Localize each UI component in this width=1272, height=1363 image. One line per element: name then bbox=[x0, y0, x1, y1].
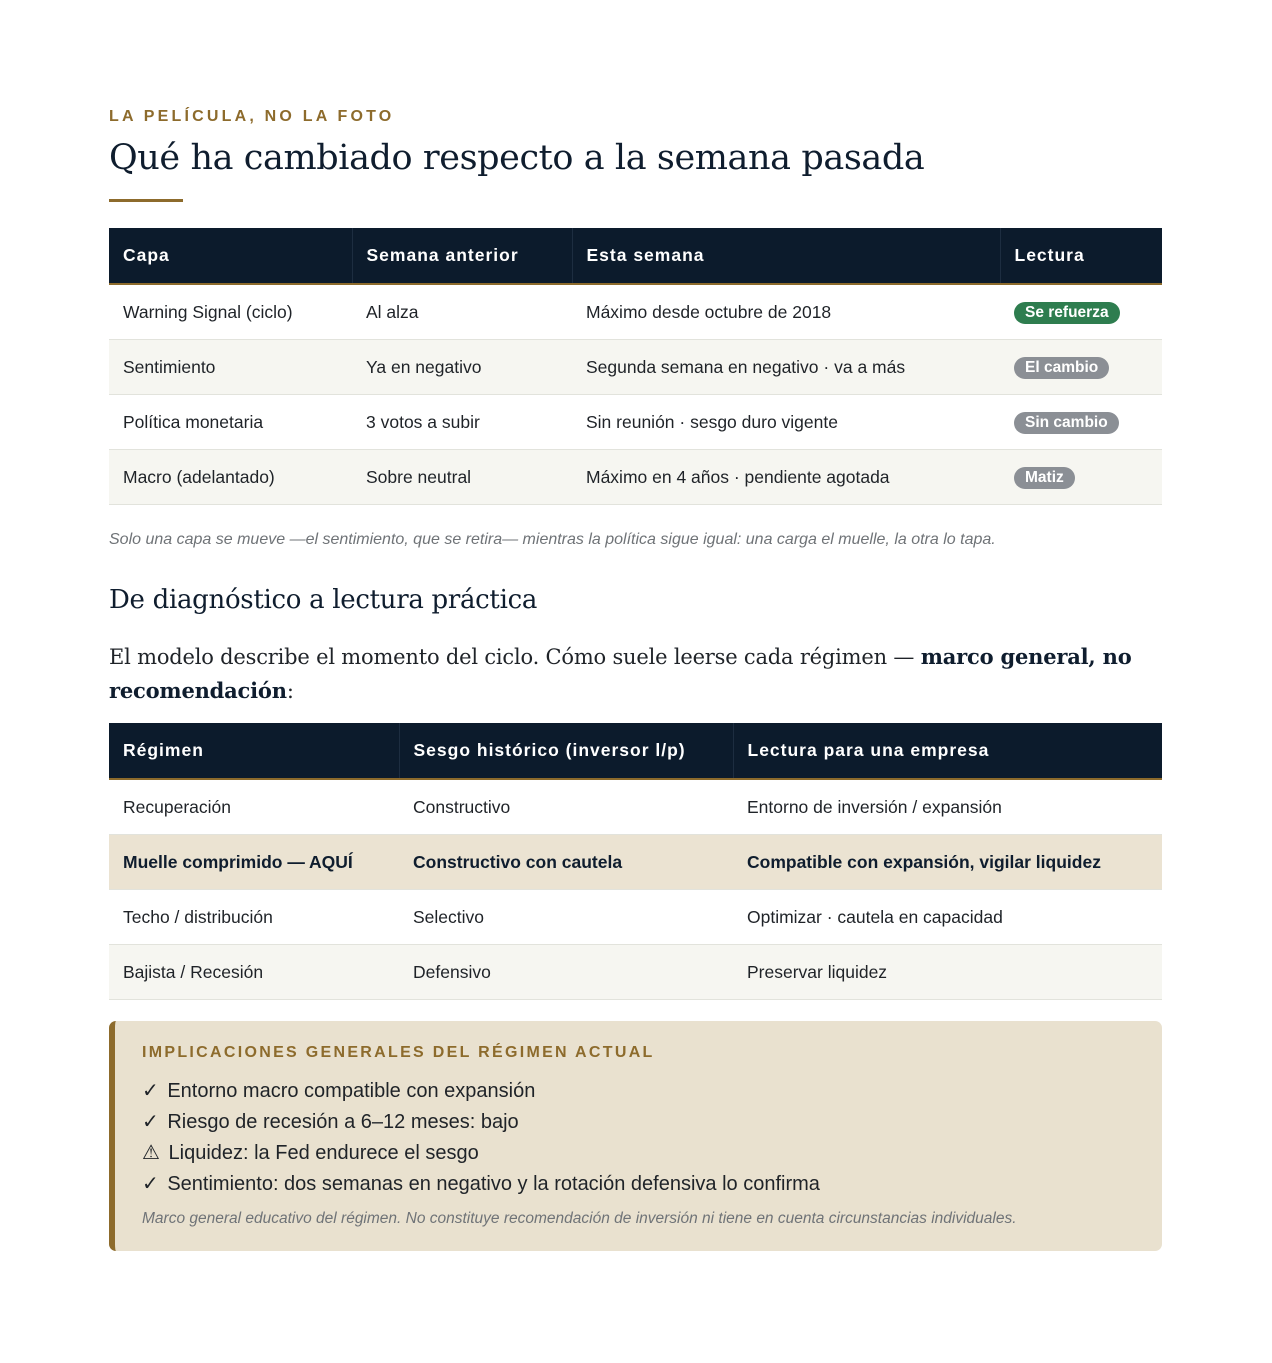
implications-list bbox=[142, 1076, 1162, 1200]
cell-bias: Defensivo bbox=[399, 945, 733, 1000]
cell-current: Máximo desde octubre de 2018 bbox=[572, 284, 1000, 340]
table-row bbox=[109, 890, 1162, 945]
list-item-text: Riesgo de recesión a 6–12 meses: bajo bbox=[167, 1111, 519, 1133]
cell-previous: 3 votos a subir bbox=[352, 395, 572, 450]
table-row bbox=[109, 395, 1162, 450]
cell-regime: Bajista / Recesión bbox=[109, 945, 399, 1000]
cell-reading bbox=[1000, 284, 1162, 340]
table-footnote: Solo una capa se mueve —el sentimiento, que se retira— mientras la política sigue igual: una carga el muelle, la otra lo tapa. bbox=[109, 531, 996, 548]
warning-icon: ⚠ bbox=[142, 1142, 160, 1164]
list-item bbox=[142, 1138, 1162, 1169]
cell-reading bbox=[1000, 450, 1162, 505]
list-item bbox=[142, 1169, 1162, 1200]
list-item-text: Entorno macro compatible con expansión bbox=[167, 1080, 536, 1102]
list-item-text: Liquidez: la Fed endurece el sesgo bbox=[168, 1142, 479, 1164]
cell-bias: Constructivo bbox=[399, 779, 733, 835]
column-header-this-week: Esta semana bbox=[572, 228, 1000, 284]
cell-reading: Preservar liquidez bbox=[733, 945, 1162, 1000]
column-header-previous-week: Semana anterior bbox=[352, 228, 572, 284]
column-header-layer: Capa bbox=[109, 228, 352, 284]
status-badge: El cambio bbox=[1014, 357, 1109, 379]
intro-paragraph bbox=[109, 640, 1162, 708]
cell-reading: Compatible con expansión, vigilar liquidez bbox=[733, 835, 1162, 890]
cell-previous: Sobre neutral bbox=[352, 450, 572, 505]
cell-reading bbox=[1000, 395, 1162, 450]
table-row bbox=[109, 450, 1162, 505]
cell-reading bbox=[1000, 340, 1162, 395]
cell-current: Máximo en 4 años · pendiente agotada bbox=[572, 450, 1000, 505]
weekly-changes-table bbox=[109, 228, 1162, 505]
table-row bbox=[109, 779, 1162, 835]
column-header-historical-bias: Sesgo histórico (inversor l/p) bbox=[399, 723, 733, 779]
list-item bbox=[142, 1107, 1162, 1138]
list-item bbox=[142, 1076, 1162, 1107]
section-title: Qué ha cambiado respecto a la semana pasada bbox=[109, 138, 925, 178]
cell-bias: Constructivo con cautela bbox=[399, 835, 733, 890]
disclaimer: Marco general educativo del régimen. No constituye recomendación de inversión ni tiene en cuenta circunstancias individuales. bbox=[142, 1210, 1017, 1227]
status-badge: Se refuerza bbox=[1014, 302, 1120, 324]
status-badge: Matiz bbox=[1014, 467, 1075, 489]
column-header-company-reading: Lectura para una empresa bbox=[733, 723, 1162, 779]
cell-layer: Política monetaria bbox=[109, 395, 352, 450]
intro-end: : bbox=[286, 679, 294, 703]
table-header-row bbox=[109, 723, 1162, 779]
cell-layer: Macro (adelantado) bbox=[109, 450, 352, 505]
table-header-row bbox=[109, 228, 1162, 284]
callout-title: IMPLICACIONES GENERALES DEL RÉGIMEN ACTUAL bbox=[142, 1044, 655, 1061]
regime-table bbox=[109, 723, 1162, 1000]
cell-layer: Warning Signal (ciclo) bbox=[109, 284, 352, 340]
table-row-current-regime bbox=[109, 835, 1162, 890]
cell-current: Sin reunión · sesgo duro vigente bbox=[572, 395, 1000, 450]
cell-regime: Techo / distribución bbox=[109, 890, 399, 945]
cell-reading: Entorno de inversión / expansión bbox=[733, 779, 1162, 835]
cell-bias: Selectivo bbox=[399, 890, 733, 945]
intro-emphasis: marco general, no recomendación bbox=[109, 644, 1132, 703]
check-icon: ✓ bbox=[142, 1080, 159, 1102]
cell-regime: Recuperación bbox=[109, 779, 399, 835]
cell-current: Segunda semana en negativo · va a más bbox=[572, 340, 1000, 395]
subsection-heading: De diagnóstico a lectura práctica bbox=[109, 585, 538, 615]
table-row bbox=[109, 340, 1162, 395]
status-badge: Sin cambio bbox=[1014, 412, 1119, 434]
implications-callout bbox=[109, 1021, 1162, 1251]
table-row bbox=[109, 284, 1162, 340]
check-icon: ✓ bbox=[142, 1173, 159, 1195]
cell-layer: Sentimiento bbox=[109, 340, 352, 395]
column-header-reading: Lectura bbox=[1000, 228, 1162, 284]
list-item-text: Sentimiento: dos semanas en negativo y la rotación defensiva lo confirma bbox=[167, 1173, 820, 1195]
title-underline bbox=[109, 199, 183, 202]
cell-regime: Muelle comprimido — AQUÍ bbox=[109, 835, 399, 890]
check-icon: ✓ bbox=[142, 1111, 159, 1133]
column-header-regime: Régimen bbox=[109, 723, 399, 779]
cell-previous: Ya en negativo bbox=[352, 340, 572, 395]
section-eyebrow: LA PELÍCULA, NO LA FOTO bbox=[109, 108, 395, 125]
table-row bbox=[109, 945, 1162, 1000]
intro-text: El modelo describe el momento del ciclo. Cómo suele leerse cada régimen — bbox=[109, 645, 921, 669]
cell-previous: Al alza bbox=[352, 284, 572, 340]
cell-reading: Optimizar · cautela en capacidad bbox=[733, 890, 1162, 945]
